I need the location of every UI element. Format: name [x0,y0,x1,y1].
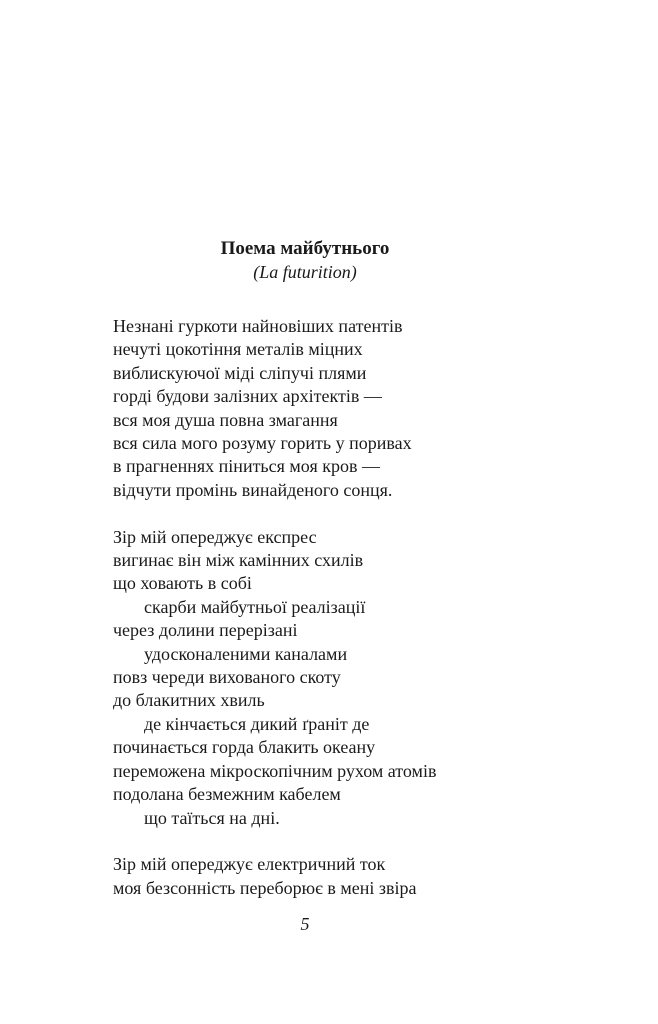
poem-line: удосконаленими каналами [144,643,348,664]
poem-line: вигинає він між камінних схилів [113,550,364,571]
poem-line: подолана безмежним кабелем [113,784,341,805]
poem-line: нечуті цокотіння металів міцних [113,339,363,360]
poem-line: переможена мікроскопічним рухом атомів [113,760,437,781]
poem-title: Поема майбутнього [220,238,390,259]
poem-line: Зір мій опереджує експрес [113,526,317,547]
stanza [113,315,553,502]
poem-line: Зір мій опереджує електричний ток [113,854,386,875]
poem-line: скарби майбутньої реалізації [144,596,366,617]
stanza [113,853,553,900]
stanza [113,526,553,830]
poem-line: горді будови залізних архітектів — [113,386,382,407]
poem-line: через долини перерізані [113,620,298,641]
poem-subtitle: (La futurition) [253,262,357,282]
poem-line: що таїться на дні. [144,807,280,828]
poem-line: де кінчається дикий ґраніт де [144,713,370,734]
poem-line: відчути промінь винайденого сонця. [113,479,393,500]
page-number: 5 [300,914,310,934]
poem-line: повз череди вихованого скоту [113,667,341,688]
poem-line: моя безсонність переборює в мені звіра [113,877,417,898]
poem-line: що ховають в собі [113,573,252,594]
poem-line: починається горда блакить океану [113,737,376,758]
poem-line: вся сила мого розуму горить у поривах [113,433,412,454]
poem-line: Незнані гуркоти найновіших патентів [113,316,403,336]
poem-line: вся моя душа повна змагання [113,409,338,430]
poem-line: до блакитних хвиль [113,690,265,711]
poem-line: виблискуючої міді сліпучі плями [113,362,367,383]
poem-line: в прагненнях піниться моя кров — [113,456,380,477]
poem-body [113,315,553,924]
